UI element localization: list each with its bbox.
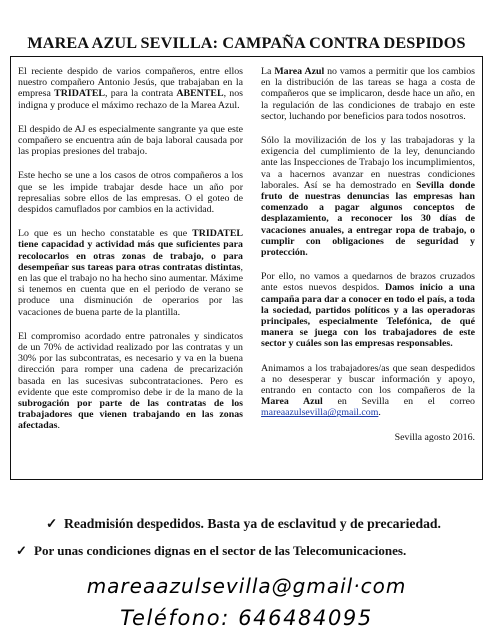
email-link[interactable]: mareaazulsevilla@gmail.com [261, 407, 379, 419]
page-title: MAREA AZUL SEVILLA: CAMPAÑA CONTRA DESPIDOS [27, 34, 466, 52]
left-column [18, 66, 243, 445]
bold-text: ABENTEL [176, 88, 224, 100]
contact-email: mareaazulsevilla@gmail·com [86, 574, 407, 598]
demand-conditions [16, 543, 406, 559]
paragraph-text: , nos indigna y produce el máximo rechazo de la Marea Azul. [18, 88, 244, 111]
check-mark-icon: ✓ [16, 543, 27, 558]
demand-text: Readmisión despedidos. Basta ya de esclavitud y de precariedad. [64, 516, 441, 531]
left-paragraph [18, 228, 243, 318]
paragraph-text: . [378, 407, 381, 419]
demand-text: Por unas condiciones dignas en el sector de las Telecomunicaciones. [34, 543, 407, 558]
paragraph-text: , para la contrata [105, 88, 177, 100]
signature-date: Sevilla agosto 2016. [394, 431, 475, 443]
paragraph-text: Animamos a los trabajadores/as que sean despedidos a no desesperar y buscar información y apoyo, entrando en contacto con los compañeros de la [261, 362, 475, 397]
bold-text: subrogación por parte de las contratas de los trabajadores que vienen trabajando en las zonas afectadas [18, 398, 243, 432]
right-paragraph [261, 66, 475, 122]
contact-phone: Teléfono: 646484095 [120, 606, 373, 630]
paragraph-text: no vamos a permitir que los cambios en la distribución de las tareas se haga a costa de compañeros que se implicaron, desde hace un año, en la regulación de las condiciones de trabajo en este sector, luchando por beneficios para todos nosotros. [261, 66, 475, 122]
paragraph-text: El compromiso acordado entre patronales y sindicatos de un 70% de actividad realizado por las contratas y un 30% por las subcontratas, es necesario y va en la buena dirección para romper una cadena de precarización basada en las sucesivas subcontrataciones. Pero es evidente que este compromiso debe ir de la mano de la [18, 330, 243, 398]
right-column [261, 66, 475, 456]
right-paragraph [261, 135, 475, 258]
paragraph-text: Lo que es un hecho constatable es que [18, 228, 193, 240]
bold-text: TRIDATEL tiene capacidad y actividad más que suficientes para recolocarlos en otras zonas de trabajo, o para desempeñar sus tareas para otras contratas distintas [18, 228, 243, 273]
left-paragraph [18, 170, 243, 215]
bold-text: TRIDATEL [54, 88, 106, 100]
bold-text: Damos inicio a una campaña para dar a conocer en todo el país, a toda la sociedad, partidos políticos y a las operadoras principales, especialmente Telefónica, de qué manera se juega con los trabajadores de este sector y cuáles son las empresas responsables. [261, 282, 475, 350]
paragraph-text: Este hecho se une a los casos de otros compañeros a los que se les impide trabajar desde hace un año por represalias sobre ellos de las empresas. O el goteo de despidos camuflados por cambios en la actividad. [18, 170, 243, 216]
paragraph-text: . [57, 420, 60, 432]
paragraph-text: Por ello, no vamos a quedarnos de brazos cruzados ante estos nuevos despidos. [261, 271, 475, 294]
demand-readmission [46, 516, 441, 532]
right-paragraph [261, 271, 475, 349]
left-paragraph [18, 331, 243, 432]
left-paragraph [18, 66, 243, 111]
check-mark-icon: ✓ [46, 516, 58, 531]
bold-text: Marea Azul [261, 396, 323, 408]
right-paragraph [261, 363, 475, 419]
paragraph-text: en Sevilla en el correo [322, 396, 475, 408]
paragraph-text: El despido de AJ es especialmente sangrante ya que este compañero se encuentra aún de baja laboral causada por las propias presiones del trabajo. [18, 123, 243, 158]
bold-text: Sevilla donde fruto de nuestras denuncias las empresas han comenzado a pagar algunos conceptos de desplazamiento, a reconocer los 30 días de vacaciones anuales, a entregar ropa de trabajo, o cumplir con obligaciones de seguridad y protección. [261, 179, 475, 259]
paragraph-text: La [261, 66, 275, 77]
bold-text: Marea Azul [274, 66, 325, 77]
paragraph-text: , en las que el trabajo no ha hecho sino aumentar. Máxime si tenemos en cuenta que en el periodo de verano se produce una disminución de operarios por las vacaciones de buena parte de la plantilla. [18, 261, 243, 318]
paragraph-text: El reciente despido de varios compañeros, entre ellos nuestro compañero Antonio Jesús, que trabajaban en la empresa [18, 66, 243, 100]
paragraph-text: Sólo la movilización de los y las trabajadoras y la exigencia del cumplimiento de la ley, denunciando ante las Inspecciones de Trabajo los incumplimientos, va a hacernos avanzar en nuestras condiciones laborales. Así se ha demostrado en [261, 135, 475, 191]
left-paragraph [18, 124, 243, 158]
